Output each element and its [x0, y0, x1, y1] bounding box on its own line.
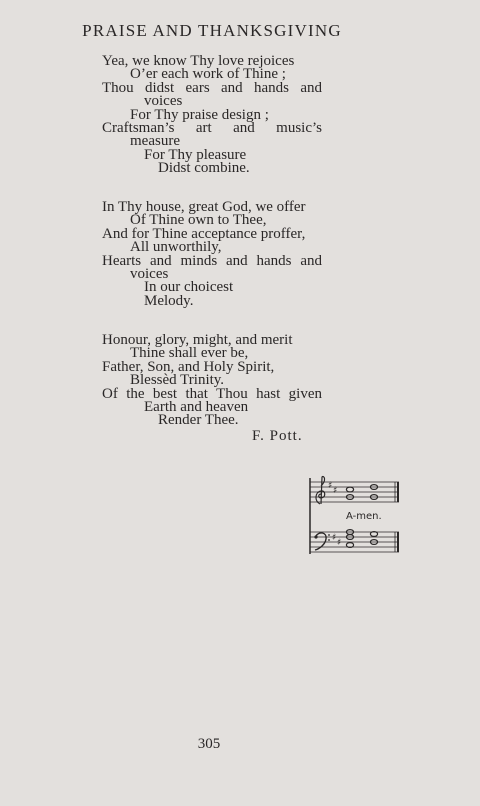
hymn-stanza-2: [102, 201, 322, 308]
hymn-line: Father, Son, and Holy Spirit,: [102, 358, 275, 375]
hymn-line: Thou didst ears and hands and: [102, 79, 322, 96]
hymn-line: Yea, we know Thy love rejoices: [102, 53, 295, 69]
hymn-line: All unworthily,: [130, 239, 222, 256]
hymn-line: Earth and heaven: [144, 399, 249, 416]
page-title: PRAISE AND THANKSGIVING: [82, 21, 342, 40]
hymn-line: Thine shall ever be,: [130, 345, 249, 362]
hymn-line: Of Thine own to Thee,: [130, 212, 267, 229]
amen-score: [306, 474, 404, 558]
hymn-line: measure: [130, 133, 180, 150]
svg-text:♯: ♯: [337, 538, 342, 548]
hymn-line: In our choicest: [144, 279, 234, 296]
hymn-line: Blessèd Trinity.: [130, 372, 225, 389]
hymn-line: Melody.: [144, 292, 194, 309]
hymn-stanza-3: [102, 334, 322, 428]
svg-text:♯: ♯: [333, 486, 338, 496]
hymn-line: For Thy praise design ;: [130, 106, 269, 123]
hymn-line: O’er each work of Thine ;: [130, 66, 286, 83]
hymn-line: Honour, glory, might, and merit: [102, 332, 293, 348]
hymn-line: Of the best that Thou hast given: [102, 385, 322, 402]
hymn-line: For Thy pleasure: [144, 146, 247, 163]
hymn-line: voices: [130, 266, 169, 283]
hymn-line: And for Thine acceptance proffer,: [102, 225, 306, 242]
hymn-line: Craftsman’s art and music’s: [102, 120, 322, 137]
hymn-line: Hearts and minds and hands and: [102, 252, 322, 269]
svg-text:♯: ♯: [332, 533, 337, 543]
hymn-line: voices: [144, 93, 183, 110]
hymn-line: Didst combine.: [158, 160, 250, 177]
hymn-line: In Thy house, great God, we offer: [102, 199, 306, 215]
amen-lyric: A-men.: [346, 511, 382, 522]
svg-text:♯: ♯: [328, 481, 333, 491]
hymn-line: Render Thee.: [158, 412, 239, 429]
hymn-author: F. Pott.: [252, 428, 303, 444]
hymn-stanza-1: [102, 55, 322, 176]
page-number: 305: [197, 736, 221, 752]
